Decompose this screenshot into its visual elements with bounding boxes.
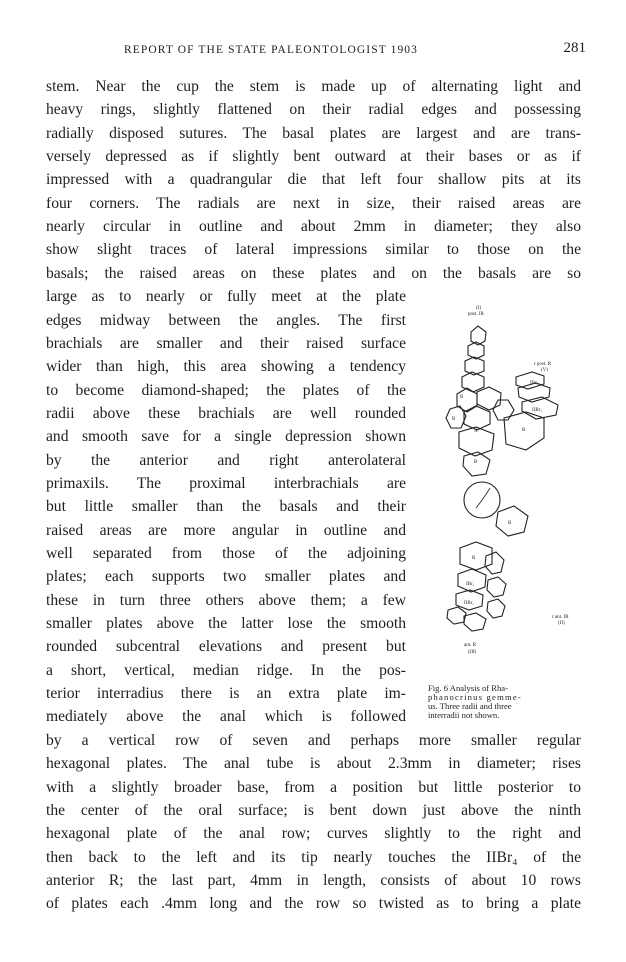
plate — [458, 569, 486, 592]
figure-label: (II) — [558, 621, 565, 626]
text-line: hexagonal plate of the anal row; curves slightly to the right and — [46, 825, 581, 843]
caption-line: interradii not shown. — [428, 710, 500, 720]
plate — [487, 599, 505, 618]
text-line: to become diamond-shaped; the plates of the — [46, 381, 406, 399]
text-line: plates; each supports two smaller plates and — [46, 568, 406, 586]
figure-label: IBr₁ — [530, 381, 539, 386]
plate — [485, 552, 504, 574]
text-line: but little smaller than the basals and their — [46, 498, 406, 516]
running-head-title: REPORT OF THE STATE PALEONTOLOGIST 1903 — [124, 44, 418, 56]
figure-label: R — [472, 556, 476, 561]
plate — [496, 506, 528, 536]
figure-label: ant. R — [464, 643, 476, 648]
text-line: impressed with a quadrangular die that left four shallow pits at its — [46, 171, 581, 189]
figure-caption — [428, 684, 593, 720]
text-line: well separated from those of the adjoining — [46, 545, 406, 562]
text-line: of plates each .4mm long and the row so twisted as to bring a plate — [46, 895, 581, 913]
figure-label: X — [474, 429, 478, 434]
text-line: heavy rings, slightly flattened on their radial edges and possessing — [46, 101, 581, 119]
figure-label: IBr₁ — [466, 582, 475, 587]
text-line: edges midway between the angles. The first — [46, 311, 406, 329]
caption-line: phanocrinus gemme- — [428, 692, 522, 702]
text-line: rounded subcentral elevations and present but — [46, 638, 406, 656]
text-line: these in turn three others above them; a few — [46, 591, 406, 609]
text-line: nearly circular in outline and about 2mm in diameter; they also — [46, 218, 581, 236]
figure-label: B — [508, 521, 512, 526]
text-line: radially disposed sutures. The basal plates are largest and are trans- — [46, 124, 581, 142]
text-line: mediately above the anal which is followed — [46, 708, 406, 726]
figure-label: (III) — [468, 650, 477, 655]
figure-label: (V) — [541, 368, 548, 373]
page-number: 281 — [563, 40, 586, 56]
text-line: smaller plates above the latter lose the smooth — [46, 615, 406, 633]
text-line: primaxils. The proximal interbrachials are — [46, 474, 406, 492]
figure-label: R — [460, 395, 464, 400]
text-line: large as to nearly or fully meet at the plate — [46, 288, 406, 306]
text-line: the center of the oral surface; is bent down just above the ninth — [46, 801, 581, 819]
figure-label: B — [474, 460, 478, 465]
figure-label: IIBr₁ — [532, 408, 543, 413]
text-line: raised areas are more angular in outline and — [46, 521, 406, 539]
plate — [447, 607, 466, 624]
text-line: hexagonal plates. The anal tube is about 2.3mm in diameter; rises — [46, 755, 581, 773]
plate — [464, 613, 486, 631]
plate — [471, 326, 486, 345]
plate — [464, 406, 490, 430]
caption-line: Fig. 6 Analysis of Rha- — [428, 683, 508, 693]
plate — [468, 342, 484, 359]
text-line: versely depressed as if slightly bent outward at their bases or as if — [46, 148, 581, 166]
text-line: terior interradius there is an extra plate im- — [46, 685, 406, 703]
text-line: show slight traces of lateral impressions similar to those on the — [46, 241, 581, 259]
text-line: by the anterior and right anterolateral — [46, 451, 406, 469]
figure-label: r ant. IR — [552, 615, 569, 620]
figure-label: R — [452, 417, 456, 422]
figure-label: (I) — [476, 306, 481, 311]
crinoid-analysis-figure — [438, 298, 588, 656]
plate — [493, 400, 514, 420]
plate — [477, 387, 501, 410]
text-line: radii above these brachials are well rounded — [46, 404, 406, 422]
figure-label: r post. R — [534, 362, 552, 367]
running-header — [46, 40, 586, 64]
text-line: a short, vertical, median ridge. In the pos- — [46, 661, 406, 679]
text-line: then back to the left and its tip nearly touches the IIBr₄ of the — [46, 848, 581, 866]
text-line: four corners. The radials are next in size, their raised areas are — [46, 194, 581, 212]
text-line: brachials are smaller and their raised surface — [46, 334, 406, 352]
plate — [456, 590, 483, 610]
text-line: wider than high, this area showing a tendency — [46, 358, 406, 376]
text-line: by a vertical row of seven and perhaps more smaller regular — [46, 731, 581, 749]
crinoid-plate-diagram — [438, 298, 588, 656]
text-line: and smooth save for a single depression shown — [46, 428, 406, 446]
plate — [487, 577, 506, 597]
caption-line: us. Three radii and three — [428, 701, 512, 711]
figure-label: R — [522, 428, 526, 433]
plate — [465, 357, 484, 375]
figure-label: IIBr₁ — [464, 601, 475, 606]
figure-label: post. IR — [468, 312, 484, 317]
text-line: anterior R; the last part, 4mm in length, consists of about 10 rows — [46, 871, 581, 889]
text-line: with a slightly broader base, from a position but little posterior to — [46, 778, 581, 796]
text-line: basals; the raised areas on these plates and on the basals are so — [46, 264, 581, 282]
plate — [457, 388, 477, 412]
text-line: stem. Near the cup the stem is made up of alternating light and — [46, 78, 581, 95]
